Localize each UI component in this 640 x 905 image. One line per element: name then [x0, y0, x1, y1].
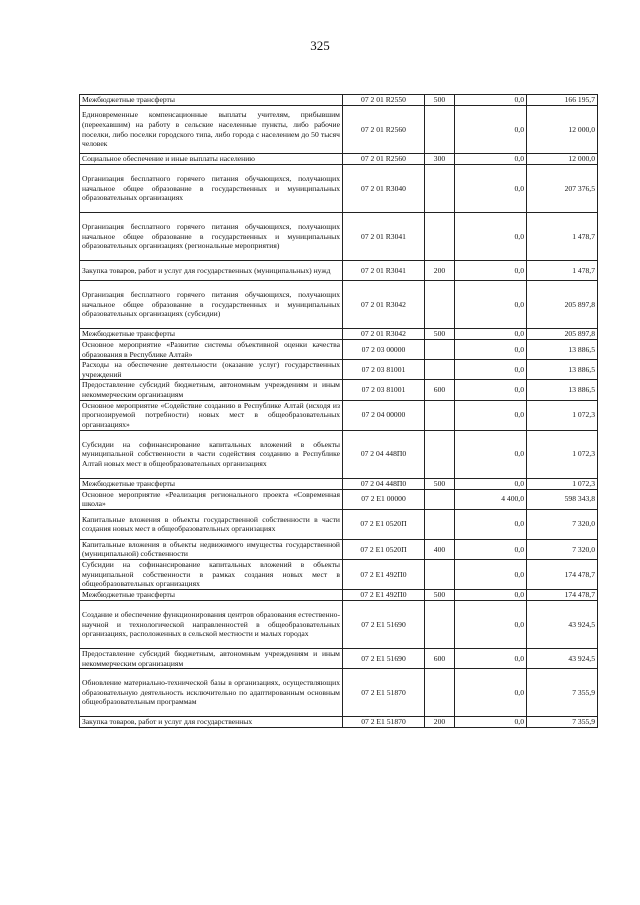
expense-type-code: 400 — [425, 539, 455, 559]
table-row — [80, 600, 598, 648]
amount-second: 174 478,7 — [527, 589, 598, 600]
row-description: Организация бесплатного горячего питания обучающихся, получающих начальное общее образование в государственных и муниципальных образовательных организациях (региональные мероприятия) — [80, 213, 343, 261]
expense-type-code — [425, 489, 455, 509]
row-description: Закупка товаров, работ и услуг для государственных — [80, 717, 343, 728]
table-row — [80, 340, 598, 360]
expense-type-code: 600 — [425, 380, 455, 400]
table-row — [80, 329, 598, 340]
amount-second: 12 000,0 — [527, 106, 598, 154]
amount-second: 13 886,5 — [527, 360, 598, 380]
expense-type-code — [425, 281, 455, 329]
row-description: Межбюджетные трансферты — [80, 329, 343, 340]
amount-first: 0,0 — [455, 213, 527, 261]
amount-second: 1 478,7 — [527, 213, 598, 261]
budget-table-body — [80, 95, 598, 728]
row-description: Предоставление субсидий бюджетным, автономным учреждениям и иным некоммерческим организациям — [80, 648, 343, 668]
amount-first: 0,0 — [455, 340, 527, 360]
table-row — [80, 400, 598, 430]
amount-first: 4 400,0 — [455, 489, 527, 509]
expense-type-code — [425, 340, 455, 360]
amount-second: 43 924,5 — [527, 648, 598, 668]
target-article-code: 07 2 04 448П0 — [343, 478, 425, 489]
row-description: Капитальные вложения в объекты недвижимого имущества государственной (муниципальной) собственности — [80, 539, 343, 559]
table-row — [80, 589, 598, 600]
amount-first: 0,0 — [455, 539, 527, 559]
amount-first: 0,0 — [455, 360, 527, 380]
amount-second: 205 897,8 — [527, 281, 598, 329]
target-article-code: 07 2 01 R3042 — [343, 281, 425, 329]
amount-first: 0,0 — [455, 329, 527, 340]
row-description: Закупка товаров, работ и услуг для государственных (муниципальных) нужд — [80, 261, 343, 281]
target-article-code: 07 2 01 R3041 — [343, 213, 425, 261]
target-article-code: 07 2 04 448П0 — [343, 430, 425, 478]
row-description: Основное мероприятие «Содействие созданию в Республике Алтай (исходя из прогнозируемой потребности) новых мест в общеобразовательных организациях» — [80, 400, 343, 430]
amount-second: 7 320,0 — [527, 539, 598, 559]
amount-first: 0,0 — [455, 95, 527, 106]
expense-type-code — [425, 430, 455, 478]
amount-second: 598 343,8 — [527, 489, 598, 509]
target-article-code: 07 2 03 00000 — [343, 340, 425, 360]
table-row — [80, 380, 598, 400]
table-row — [80, 165, 598, 213]
target-article-code: 07 2 04 00000 — [343, 400, 425, 430]
row-description: Капитальные вложения в объекты государственной собственности в части создания новых мест в общеобразовательных организациях — [80, 509, 343, 539]
amount-second: 7 355,9 — [527, 669, 598, 717]
row-description: Межбюджетные трансферты — [80, 589, 343, 600]
row-description: Социальное обеспечение и иные выплаты населению — [80, 154, 343, 165]
target-article-code: 07 2 E1 0520П — [343, 539, 425, 559]
target-article-code: 07 2 E1 0520П — [343, 509, 425, 539]
amount-second: 205 897,8 — [527, 329, 598, 340]
expense-type-code — [425, 400, 455, 430]
amount-second: 166 195,7 — [527, 95, 598, 106]
target-article-code: 07 2 E1 51870 — [343, 669, 425, 717]
expense-type-code — [425, 509, 455, 539]
table-row — [80, 154, 598, 165]
row-description: Межбюджетные трансферты — [80, 95, 343, 106]
row-description: Расходы на обеспечение деятельности (оказание услуг) государственных учреждений — [80, 360, 343, 380]
target-article-code: 07 2 E1 51870 — [343, 717, 425, 728]
table-row — [80, 648, 598, 668]
row-description: Единовременные компенсационные выплаты учителям, прибывшим (переехавшим) на работу в сельские населенные пункты, либо рабочие поселки, либо поселки городского типа, либо города с населением до 50 тысяч человек — [80, 106, 343, 154]
target-article-code: 07 2 03 81001 — [343, 360, 425, 380]
amount-second: 7 355,9 — [527, 717, 598, 728]
expense-type-code: 500 — [425, 589, 455, 600]
expense-type-code: 500 — [425, 478, 455, 489]
table-row — [80, 106, 598, 154]
row-description: Межбюджетные трансферты — [80, 478, 343, 489]
row-description: Субсидии на софинансирование капитальных вложений в объекты муниципальной собственности в части содействия созданию в Республике Алтай новых мест в общеобразовательных организациях — [80, 430, 343, 478]
target-article-code: 07 2 01 R3040 — [343, 165, 425, 213]
expense-type-code: 200 — [425, 717, 455, 728]
table-row — [80, 539, 598, 559]
table-row — [80, 261, 598, 281]
expense-type-code: 500 — [425, 329, 455, 340]
table-row — [80, 430, 598, 478]
amount-second: 13 886,5 — [527, 380, 598, 400]
target-article-code: 07 2 01 R3041 — [343, 261, 425, 281]
target-article-code: 07 2 01 R2560 — [343, 106, 425, 154]
page-number: 325 — [310, 38, 330, 53]
row-description: Обновление материально-технической базы в организациях, осуществляющих образовательную деятельность исключительно по адаптированным основным общеобразовательным программам — [80, 669, 343, 717]
amount-first: 0,0 — [455, 509, 527, 539]
row-description: Предоставление субсидий бюджетным, автономным учреждениям и иным некоммерческим организациям — [80, 380, 343, 400]
budget-table — [79, 94, 598, 728]
amount-first: 0,0 — [455, 165, 527, 213]
row-description: Организация бесплатного горячего питания обучающихся, получающих начальное общее образование в государственных и муниципальных образовательных организациях — [80, 165, 343, 213]
target-article-code: 07 2 E1 51690 — [343, 600, 425, 648]
amount-second: 12 000,0 — [527, 154, 598, 165]
amount-first: 0,0 — [455, 400, 527, 430]
expense-type-code: 200 — [425, 261, 455, 281]
table-row — [80, 95, 598, 106]
table-row — [80, 281, 598, 329]
expense-type-code: 500 — [425, 95, 455, 106]
amount-first: 0,0 — [455, 281, 527, 329]
amount-second: 1 072,3 — [527, 430, 598, 478]
amount-second: 1 072,3 — [527, 400, 598, 430]
amount-second: 7 320,0 — [527, 509, 598, 539]
target-article-code: 07 2 E1 00000 — [343, 489, 425, 509]
expense-type-code — [425, 106, 455, 154]
expense-type-code — [425, 213, 455, 261]
expense-type-code — [425, 600, 455, 648]
amount-first: 0,0 — [455, 648, 527, 668]
row-description: Организация бесплатного горячего питания обучающихся, получающих начальное общее образование в государственных и муниципальных образовательных организациях (субсидии) — [80, 281, 343, 329]
expense-type-code: 300 — [425, 154, 455, 165]
amount-second: 1 072,3 — [527, 478, 598, 489]
expense-type-code — [425, 559, 455, 589]
amount-first: 0,0 — [455, 669, 527, 717]
row-description: Создание и обеспечение функционирования центров образования естественно-научной и технологической направленностей в общеобразовательных организациях, расположенных в сельской местности и малых городах — [80, 600, 343, 648]
amount-first: 0,0 — [455, 589, 527, 600]
amount-second: 174 478,7 — [527, 559, 598, 589]
table-row — [80, 559, 598, 589]
amount-second: 1 478,7 — [527, 261, 598, 281]
amount-second: 13 886,5 — [527, 340, 598, 360]
row-description: Субсидии на софинансирование капитальных вложений в объекты муниципальной собственности в рамках создания новых мест в общеобразовательных организациях — [80, 559, 343, 589]
table-row — [80, 360, 598, 380]
table-row — [80, 213, 598, 261]
amount-first: 0,0 — [455, 717, 527, 728]
target-article-code: 07 2 E1 492П0 — [343, 559, 425, 589]
row-description: Основное мероприятие «Реализация регионального проекта «Современная школа» — [80, 489, 343, 509]
table-row — [80, 478, 598, 489]
target-article-code: 07 2 03 81001 — [343, 380, 425, 400]
table-row — [80, 717, 598, 728]
target-article-code: 07 2 E1 492П0 — [343, 589, 425, 600]
amount-first: 0,0 — [455, 559, 527, 589]
table-row — [80, 669, 598, 717]
expense-type-code — [425, 669, 455, 717]
target-article-code: 07 2 01 R3042 — [343, 329, 425, 340]
expense-type-code — [425, 360, 455, 380]
amount-first: 0,0 — [455, 430, 527, 478]
target-article-code: 07 2 E1 51690 — [343, 648, 425, 668]
expense-type-code — [425, 165, 455, 213]
target-article-code: 07 2 01 R2550 — [343, 95, 425, 106]
amount-first: 0,0 — [455, 478, 527, 489]
table-row — [80, 489, 598, 509]
row-description: Основное мероприятие «Развитие системы объективной оценки качества образования в Республике Алтай» — [80, 340, 343, 360]
amount-first: 0,0 — [455, 154, 527, 165]
expense-type-code: 600 — [425, 648, 455, 668]
amount-first: 0,0 — [455, 106, 527, 154]
amount-second: 207 376,5 — [527, 165, 598, 213]
table-row — [80, 509, 598, 539]
amount-first: 0,0 — [455, 380, 527, 400]
target-article-code: 07 2 01 R2560 — [343, 154, 425, 165]
amount-second: 43 924,5 — [527, 600, 598, 648]
amount-first: 0,0 — [455, 261, 527, 281]
amount-first: 0,0 — [455, 600, 527, 648]
